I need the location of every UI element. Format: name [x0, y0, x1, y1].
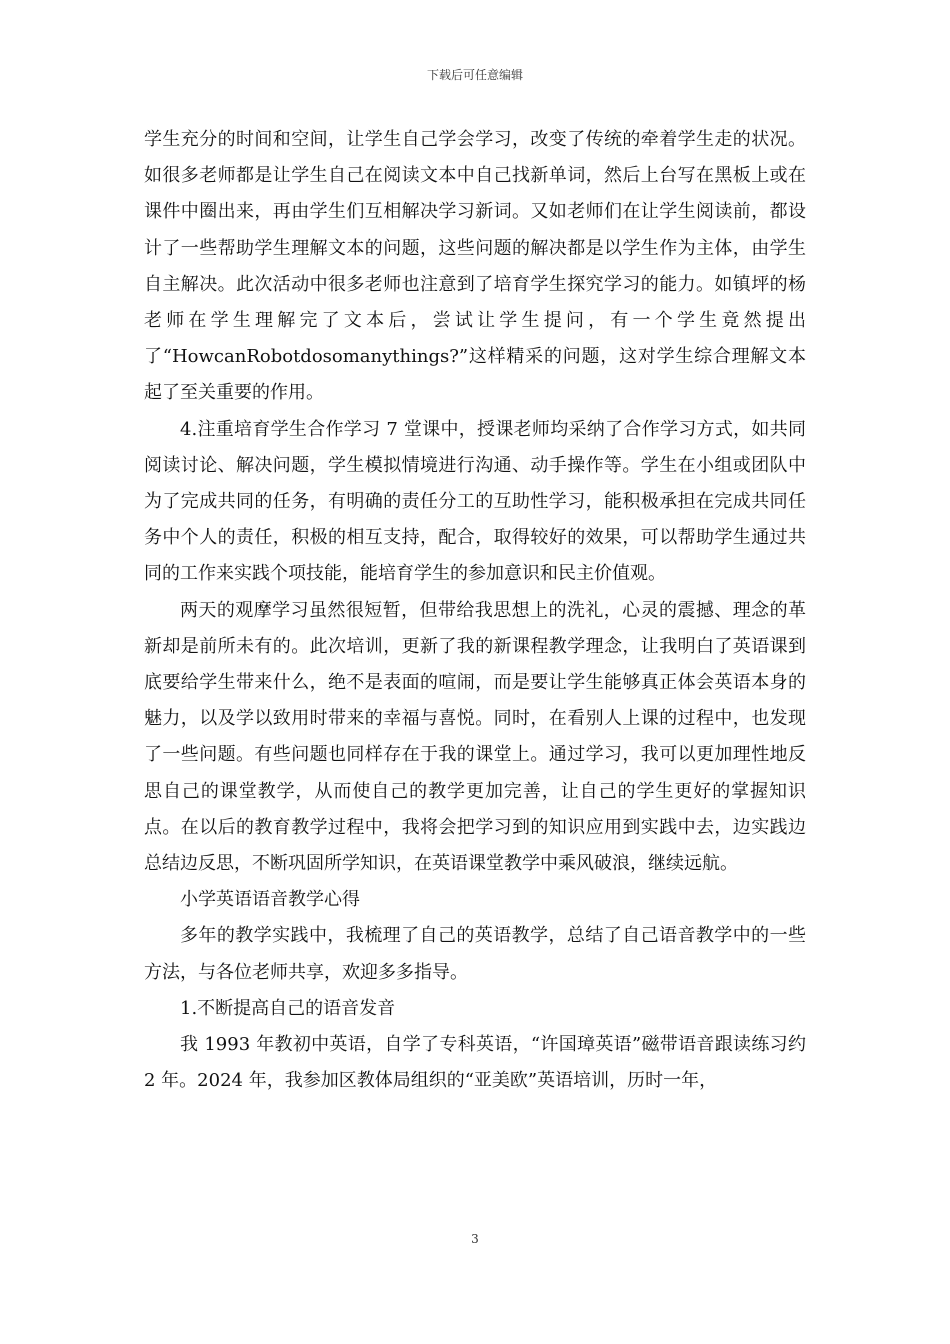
numbered-heading: 1.不断提高自己的语音发音: [180, 997, 396, 1019]
paragraph-experience: 我 1993 年教初中英语，自学了专科英语，“许国璋英语”磁带语音跟读练习约 2 年。2024 年，我参加区教体局组织的“亚美欧”英语培训，历时一年，: [144, 1034, 806, 1092]
document-body: [144, 122, 806, 1099]
section-title: 小学英语语音教学心得: [180, 889, 360, 911]
paragraph-cooperative-learning: 4.注重培育学生合作学习 7 堂课中，授课老师均采纳了合作学习方式，如共同阅读讨论、解决问题，学生模拟情境进行沟通、动手操作等。学生在小组或团队中为了完成共同的任务，有明确的责任分工的互助性学习，能积极承担在完成共同任务中个人的责任，积极的相互支持，配合，取得较好的效果，可以帮助学生通过共同的工作来实践个项技能，能培育学生的参加意识和民主价值观。: [144, 418, 806, 585]
page-header: 下载后可任意编辑: [426, 68, 523, 82]
paragraph-reflection: 两天的观摩学习虽然很短暂，但带给我思想上的洗礼，心灵的震撼、理念的革新却是前所未有的。此次培训，更新了我的新课程教学理念，让我明白了英语课到底要给学生带来什么，绝不是表面的喧闹，而是要让学生能够真正体会英语本身的魅力，以及学以致用时带来的幸福与喜悦。同时，在看别人上课的过程中，也发现了一些问题。有些问题也同样存在于我的课堂上。通过学习，我可以更加理性地反思自己的课堂教学，从而使自己的教学更加完善，让自己的学生更好的掌握知识点。在以后的教育教学过程中，我将会把学习到的知识应用到实践中去，边实践边总结边反思，不断巩固所学知识，在英语课堂教学中乘风破浪，继续远航。: [144, 599, 806, 875]
paragraph-intro: 多年的教学实践中，我梳理了自己的英语教学，总结了自己语音教学中的一些方法，与各位老师共享，欢迎多多指导。: [144, 925, 806, 983]
page-number: 3: [471, 1232, 479, 1246]
paragraph-continuation: 学生充分的时间和空间，让学生自己学会学习，改变了传统的牵着学生走的状况。如很多老师都是让学生自己在阅读文本中自己找新单词，然后上台写在黑板上或在课件中圈出来，再由学生们互相解决学习新词。又如老师们在让学生阅读前，都设计了一些帮助学生理解文本的问题，这些问题的解决都是以学生作为主体，由学生自主解决。此次活动中很多老师也注意到了培育学生探究学习的能力。如镇坪的杨老师在学生理解完了文本后，尝试让学生提问，有一个学生竟然提出了“HowcanRobotdosomanythings?”这样精采的问题，这对学生综合理解文本起了至关重要的作用。: [144, 129, 806, 404]
